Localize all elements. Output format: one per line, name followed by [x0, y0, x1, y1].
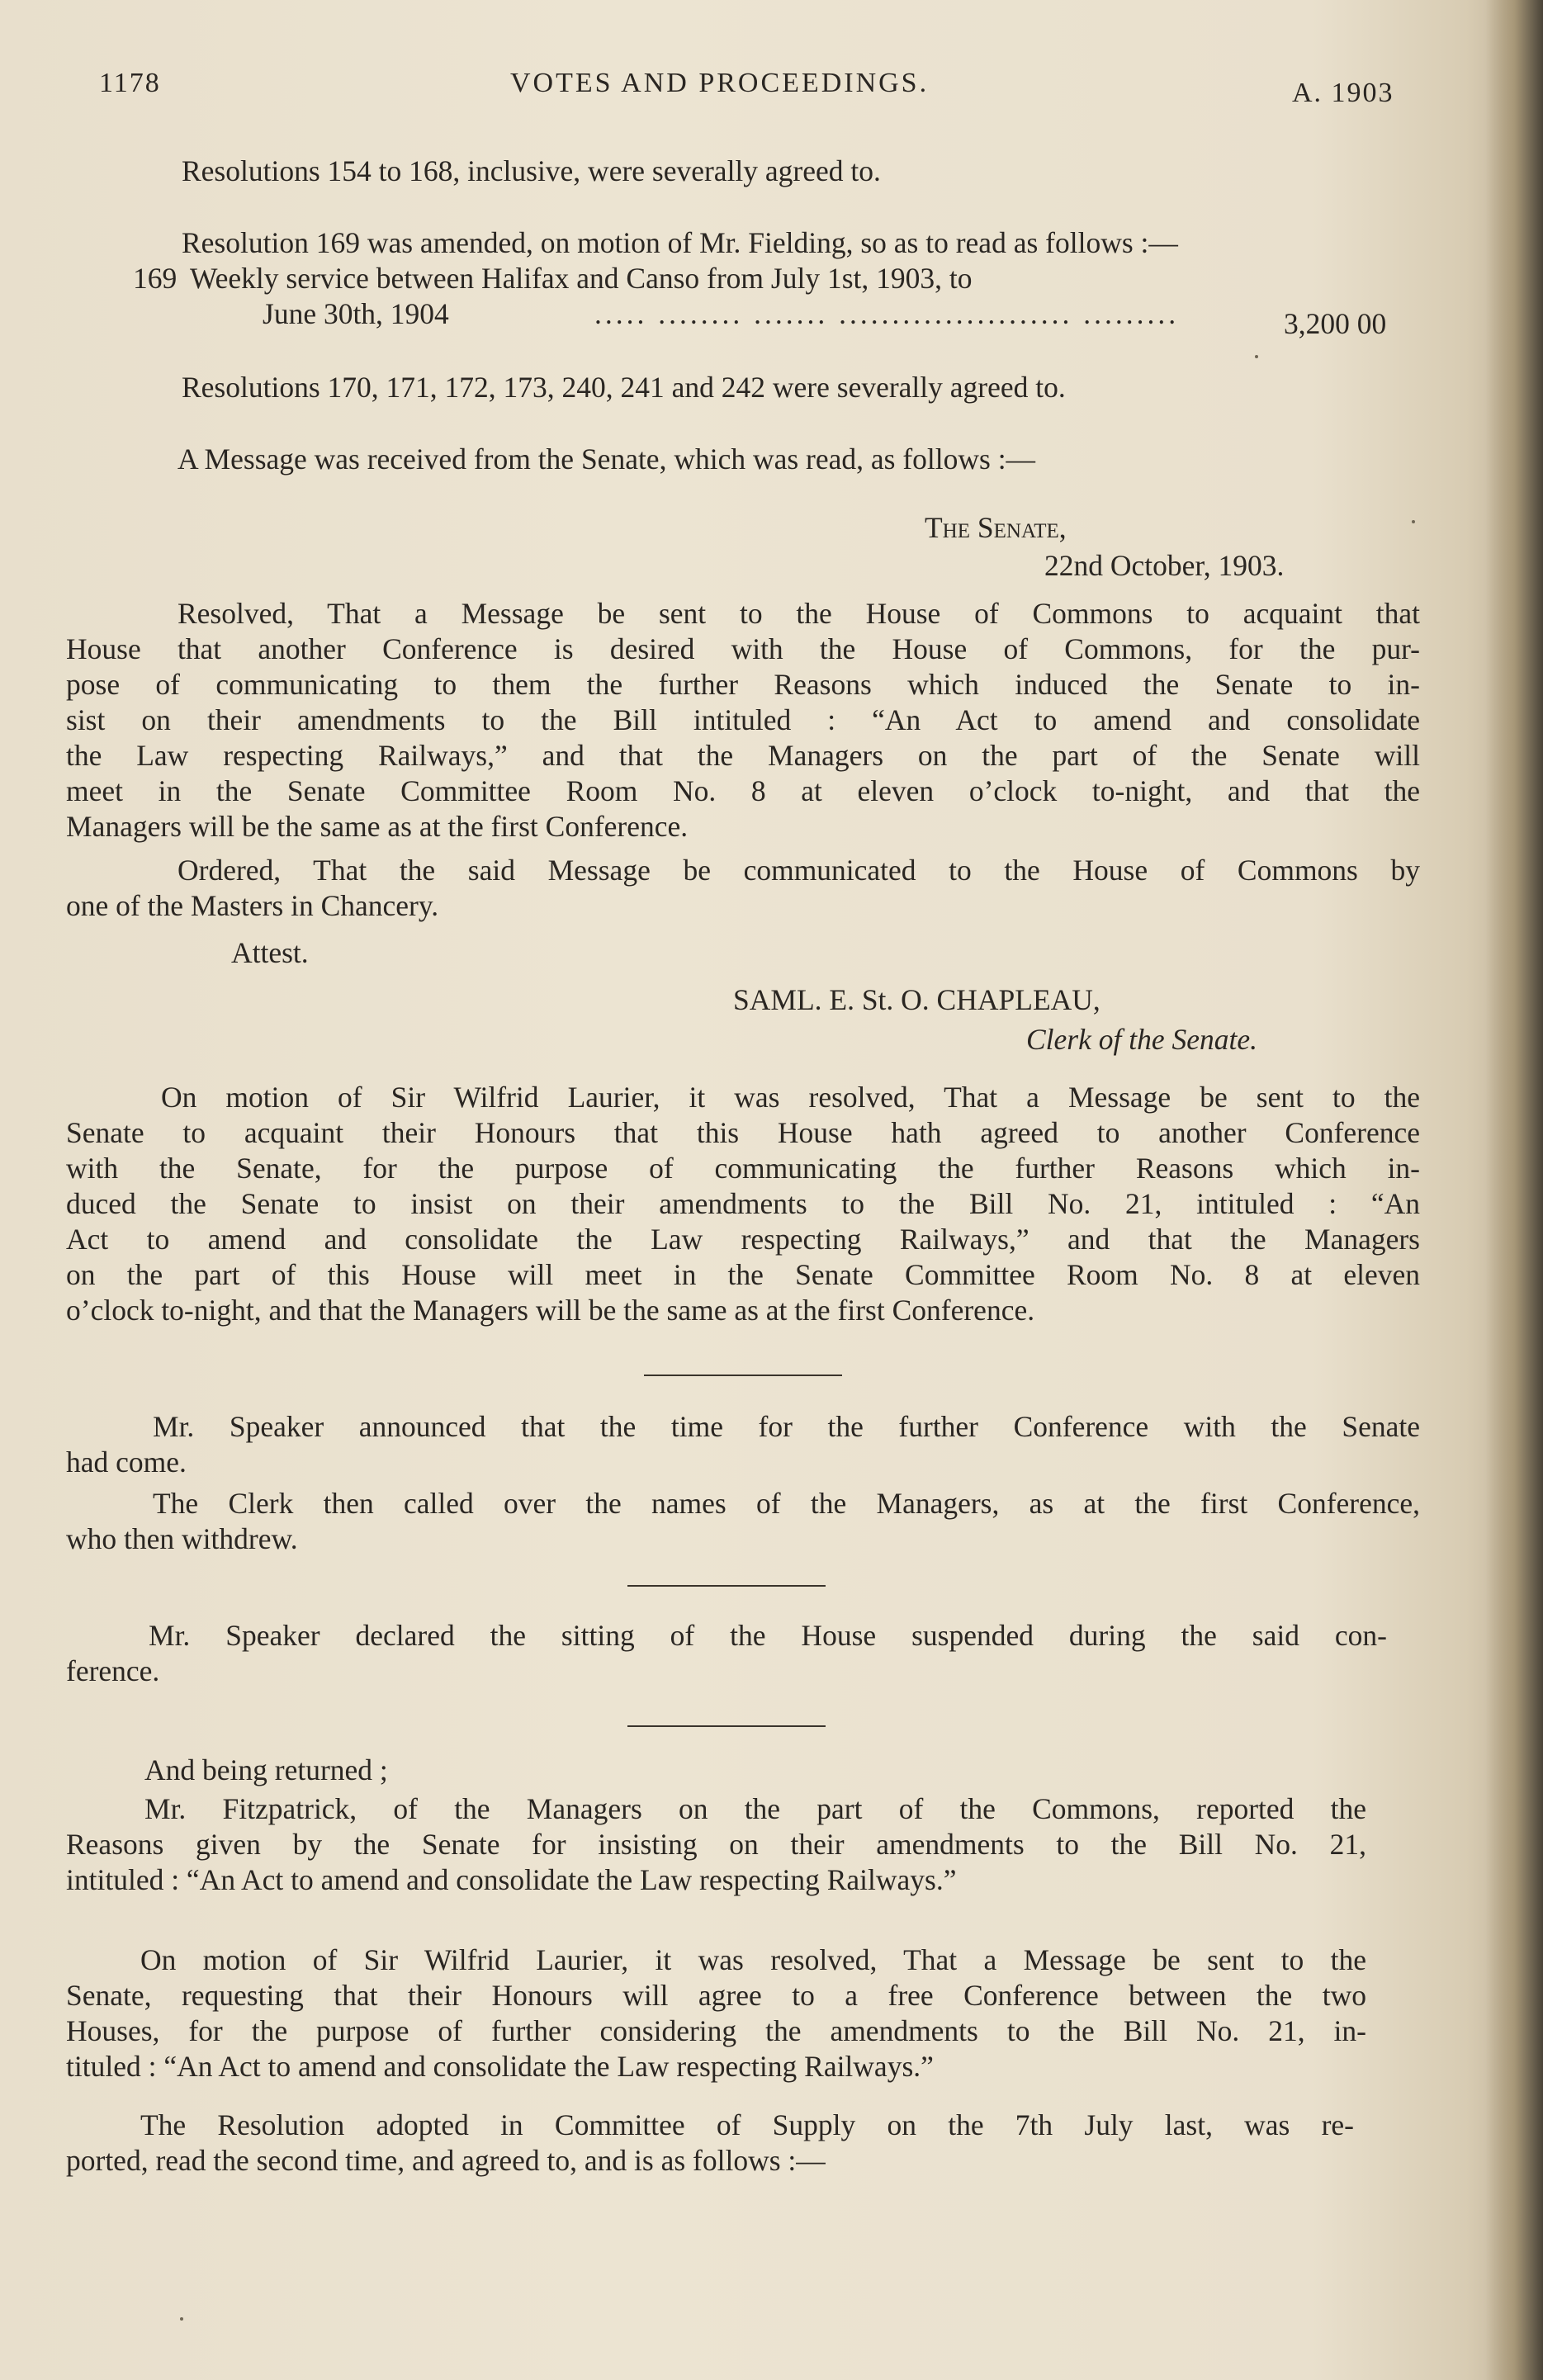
leader-dots: ..... ........ ....... ...................... ......... [594, 297, 1180, 330]
speaker1-line: Mr. Speaker announced that the time for the further Conference with the Senate [153, 1410, 1420, 1443]
laurier1-line: duced the Senate to insist on their amendments to the Bill No. 21, intituled : “An [66, 1187, 1420, 1220]
resolved-line: House that another Conference is desired with the House of Commons, for the pur- [66, 632, 1420, 665]
laurier2-line: Senate, requesting that their Honours will agree to a free Conference between the two [66, 1979, 1366, 2012]
laurier1-line: Act to amend and consolidate the Law respecting Railways,” and that the Managers [66, 1223, 1420, 1256]
fitz-line: Mr. Fitzpatrick, of the Managers on the part of the Commons, reported the [144, 1792, 1366, 1825]
paper-speck [1412, 520, 1415, 523]
laurier-motion-2 [66, 1942, 1366, 2084]
resolved-line: meet in the Senate Committee Room No. 8 at eleven o’clock to-night, and that the [66, 774, 1420, 807]
running-title: VOTES AND PROCEEDINGS. [510, 68, 930, 98]
laurier2-line: On motion of Sir Wilfrid Laurier, it was resolved, That a Message be sent to the [140, 1943, 1366, 1976]
resolved-line: sist on their amendments to the Bill intituled : “An Act to amend and consolidate [66, 703, 1420, 736]
fitz-line: Reasons given by the Senate for insisting on their amendments to the Bill No. 21, [66, 1828, 1366, 1861]
speaker1-line: had come. [66, 1446, 187, 1479]
section-divider [627, 1585, 826, 1587]
clerk-called-paragraph [66, 1486, 1420, 1557]
clerk-name: SAML. E. St. O. CHAPLEAU, [733, 983, 1100, 1016]
laurier2-line: tituled : “An Act to amend and consolidate the Law respecting Railways.” [66, 2050, 934, 2083]
laurier1-line: on the part of this House will meet in the Senate Committee Room No. 8 at eleven [66, 1258, 1420, 1291]
page-number: 1178 [99, 68, 161, 98]
clerk-called-line: The Clerk then called over the names of the Managers, as at the first Conference, [153, 1487, 1420, 1520]
paragraph-message-received: A Message was received from the Senate, which was read, as follows :— [177, 442, 1036, 476]
senate-heading: The Senate, [925, 511, 1067, 544]
paragraph-resolutions-170-242: Resolutions 170, 171, 172, 173, 240, 241 and 242 were severally agreed to. [182, 371, 1066, 404]
session-year: A. 1903 [1292, 78, 1394, 108]
supply-resolution [66, 2108, 1354, 2179]
page-header [99, 68, 1420, 109]
resolved-line: Resolved, That a Message be sent to the House of Commons to acquaint that [177, 597, 1420, 630]
clerk-called-line: who then withdrew. [66, 1522, 298, 1555]
book-spine-shadow [1485, 0, 1543, 2380]
laurier1-line: On motion of Sir Wilfrid Laurier, it was resolved, That a Message be sent to the [161, 1081, 1420, 1114]
laurier1-line: Senate to acquaint their Honours that this House hath agreed to another Conference [66, 1116, 1420, 1149]
paper-speck [1255, 355, 1258, 358]
resolved-paragraph [66, 596, 1420, 845]
resolved-line: pose of communicating to them the further Reasons which induced the Senate to in- [66, 668, 1420, 701]
clerk-title: Clerk of the Senate. [1026, 1023, 1257, 1056]
item-amount: 3,200 00 [1284, 307, 1387, 340]
attest-label: Attest. [231, 936, 309, 969]
fitzpatrick-report [66, 1791, 1366, 1898]
paragraph-resolution-169-amended: Resolution 169 was amended, on motion of Mr. Fielding, so as to read as follows :— [182, 226, 1178, 259]
speaker-announcement [66, 1409, 1420, 1480]
item-number: 169 [133, 262, 177, 295]
supply-line: The Resolution adopted in Committee of Supply on the 7th July last, was re- [140, 2108, 1354, 2141]
speaker2-line: Mr. Speaker declared the sitting of the House suspended during the said con- [149, 1619, 1387, 1652]
item-line-1: Weekly service between Halifax and Canso from July 1st, 1903, to [190, 262, 973, 295]
laurier1-line: o’clock to-night, and that the Managers will be the same as at the first Conference. [66, 1294, 1035, 1327]
ordered-paragraph [66, 853, 1420, 924]
item-line-2: June 30th, 1904 [263, 297, 449, 330]
fitz-line: intituled : “An Act to amend and consolidate the Law respecting Railways.” [66, 1863, 957, 1896]
ordered-line: one of the Masters in Chancery. [66, 889, 439, 922]
speaker-suspension [66, 1618, 1387, 1689]
being-returned: And being returned ; [144, 1753, 388, 1786]
senate-date: 22nd October, 1903. [1044, 549, 1285, 582]
laurier-motion-1 [66, 1080, 1420, 1328]
paper-speck [180, 2317, 183, 2321]
resolved-line: the Law respecting Railways,” and that the Managers on the part of the Senate will [66, 739, 1420, 772]
section-divider [644, 1375, 842, 1376]
section-divider [627, 1725, 826, 1727]
laurier1-line: with the Senate, for the purpose of communicating the further Reasons which in- [66, 1152, 1420, 1185]
supply-line: ported, read the second time, and agreed to, and is as follows :— [66, 2144, 826, 2177]
resolution-169-item [66, 261, 1420, 340]
ordered-line: Ordered, That the said Message be communicated to the House of Commons by [177, 854, 1420, 887]
paragraph-resolutions-154-168: Resolutions 154 to 168, inclusive, were severally agreed to. [182, 154, 881, 187]
laurier2-line: Houses, for the purpose of further considering the amendments to the Bill No. 21, in- [66, 2014, 1366, 2047]
resolved-line: Managers will be the same as at the first Conference. [66, 810, 689, 843]
speaker2-line: ference. [66, 1654, 160, 1687]
